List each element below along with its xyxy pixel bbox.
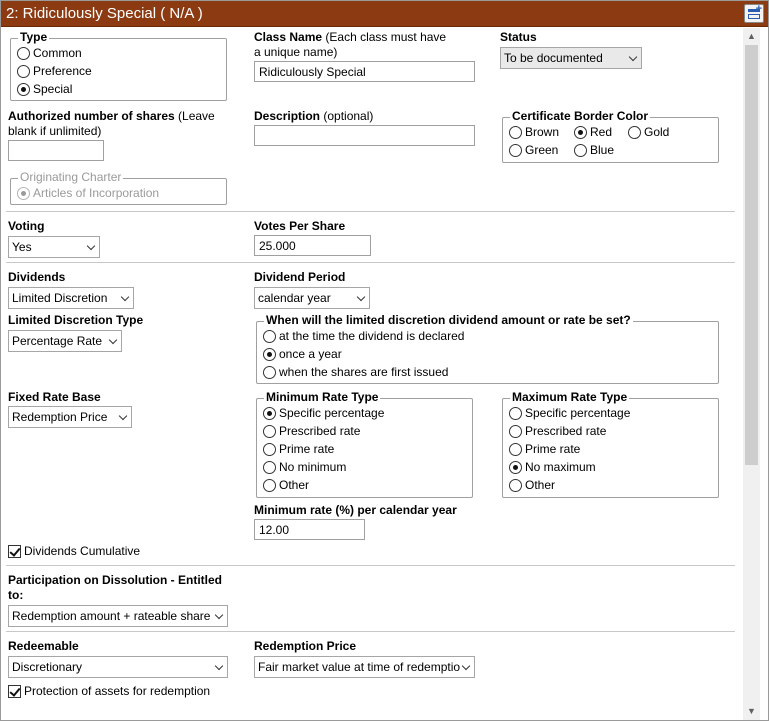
chevron-down-icon (87, 242, 95, 250)
min-none-radio[interactable]: No minimum (263, 460, 346, 474)
radio-circle (263, 407, 276, 420)
color-gold-radio[interactable]: Gold (628, 125, 669, 139)
color-brown-radio[interactable]: Brown (509, 125, 559, 139)
min-rate-label: Minimum rate (%) per calendar year (254, 503, 457, 517)
chevron-down-icon[interactable]: ▼ (747, 706, 756, 716)
chevron-down-icon (121, 293, 129, 301)
when-set-label: When will the limited discretion dividend amount or rate be set? (266, 313, 631, 327)
min-rate-input[interactable]: 12.00 (254, 519, 365, 540)
radio-circle (17, 83, 30, 96)
radio-circle (509, 144, 522, 157)
when-first-issued-radio[interactable]: when the shares are first issued (263, 365, 448, 379)
voting-select[interactable]: Yes (8, 236, 100, 258)
redemption-price-label: Redemption Price (254, 639, 357, 653)
votes-per-share-label: Votes Per Share (254, 219, 346, 233)
radio-circle (509, 461, 522, 474)
max-other-radio[interactable]: Other (509, 478, 555, 492)
chevron-up-icon[interactable]: ▲ (747, 31, 756, 41)
max-prescribed-radio[interactable]: Prescribed rate (509, 424, 606, 438)
checkbox-box (8, 685, 21, 698)
radio-circle (17, 65, 30, 78)
type-preference-radio[interactable]: Preference (17, 64, 92, 78)
radio-circle (574, 126, 587, 139)
type-special-radio[interactable]: Special (17, 82, 72, 96)
originating-charter-label: Originating Charter (20, 170, 122, 184)
divider (6, 262, 735, 263)
fixed-rate-base-label: Fixed Rate Base (8, 390, 101, 404)
min-specific-radio[interactable]: Specific percentage (263, 406, 384, 420)
radio-circle (17, 47, 30, 60)
limited-discretion-type-label: Limited Discretion Type (8, 313, 144, 327)
class-name-input[interactable]: Ridiculously Special (254, 61, 475, 82)
vertical-scrollbar[interactable] (743, 28, 760, 720)
divider (6, 631, 735, 632)
radio-circle (263, 443, 276, 456)
radio-circle (263, 366, 276, 379)
participation-label: Participation on Dissolution - Entitled to: (8, 573, 223, 602)
radio-circle (509, 443, 522, 456)
protection-assets-checkbox[interactable]: Protection of assets for redemption (8, 684, 210, 698)
color-green-radio[interactable]: Green (509, 143, 558, 157)
radio-circle (509, 126, 522, 139)
chevron-down-icon (629, 53, 637, 61)
max-rate-type-label: Maximum Rate Type (512, 390, 628, 404)
color-red-radio[interactable]: Red (574, 125, 612, 139)
radio-circle (574, 144, 587, 157)
min-prime-radio[interactable]: Prime rate (263, 442, 334, 456)
radio-circle (17, 187, 30, 200)
radio-circle (628, 126, 641, 139)
radio-circle (263, 330, 276, 343)
redeemable-label: Redeemable (8, 639, 79, 653)
dividends-label: Dividends (8, 270, 66, 284)
charter-articles-radio[interactable]: Articles of Incorporation (17, 186, 159, 200)
divider (6, 211, 735, 212)
window-title: 2: Ridiculously Special ( N/A ) (6, 5, 203, 22)
chevron-down-icon (215, 611, 223, 619)
add-to-panel-icon[interactable]: + (744, 4, 764, 23)
redemption-price-select[interactable]: Fair market value at time of redemptio (254, 656, 475, 678)
radio-circle (509, 479, 522, 492)
divider (6, 565, 735, 566)
dividend-period-label: Dividend Period (254, 270, 346, 284)
type-common-radio[interactable]: Common (17, 46, 82, 60)
radio-circle (263, 479, 276, 492)
border-color-label: Certificate Border Color (512, 109, 649, 123)
radio-circle (263, 348, 276, 361)
authorized-shares-label: Authorized number of shares (Leave blank if unlimited) (8, 109, 215, 138)
when-declared-radio[interactable]: at the time the dividend is declared (263, 329, 464, 343)
redeemable-select[interactable]: Discretionary (8, 656, 228, 678)
min-prescribed-radio[interactable]: Prescribed rate (263, 424, 360, 438)
radio-circle (263, 425, 276, 438)
radio-circle (263, 461, 276, 474)
status-label: Status (500, 30, 537, 44)
voting-label: Voting (8, 219, 45, 233)
chevron-down-icon (357, 293, 365, 301)
description-label: Description (optional) (254, 109, 374, 123)
status-select[interactable]: To be documented (500, 47, 642, 69)
dividends-cumulative-checkbox[interactable]: Dividends Cumulative (8, 544, 140, 558)
scrollbar-thumb[interactable] (745, 45, 758, 465)
radio-circle (509, 425, 522, 438)
max-specific-radio[interactable]: Specific percentage (509, 406, 630, 420)
participation-select[interactable]: Redemption amount + rateable share (8, 605, 228, 627)
type-label: Type (20, 30, 48, 44)
checkbox-box (8, 545, 21, 558)
chevron-down-icon (215, 662, 223, 670)
min-other-radio[interactable]: Other (263, 478, 309, 492)
color-blue-radio[interactable]: Blue (574, 143, 614, 157)
authorized-shares-input[interactable] (8, 140, 104, 161)
radio-circle (509, 407, 522, 420)
chevron-down-icon (119, 412, 127, 420)
min-rate-type-label: Minimum Rate Type (266, 390, 379, 404)
when-once-a-year-radio[interactable]: once a year (263, 347, 342, 361)
class-name-label: Class Name (Each class must have a unique name) (254, 30, 447, 59)
dividends-select[interactable]: Limited Discretion (8, 287, 134, 309)
limited-discretion-type-select[interactable]: Percentage Rate (8, 330, 122, 352)
chevron-down-icon (109, 336, 117, 344)
chevron-down-icon (462, 662, 470, 670)
title-bar (1, 1, 768, 27)
votes-per-share-input[interactable]: 25.000 (254, 235, 371, 256)
fixed-rate-base-select[interactable]: Redemption Price (8, 406, 132, 428)
max-none-radio[interactable]: No maximum (509, 460, 596, 474)
max-prime-radio[interactable]: Prime rate (509, 442, 580, 456)
dividend-period-select[interactable]: calendar year (254, 287, 370, 309)
description-input[interactable] (254, 125, 475, 146)
